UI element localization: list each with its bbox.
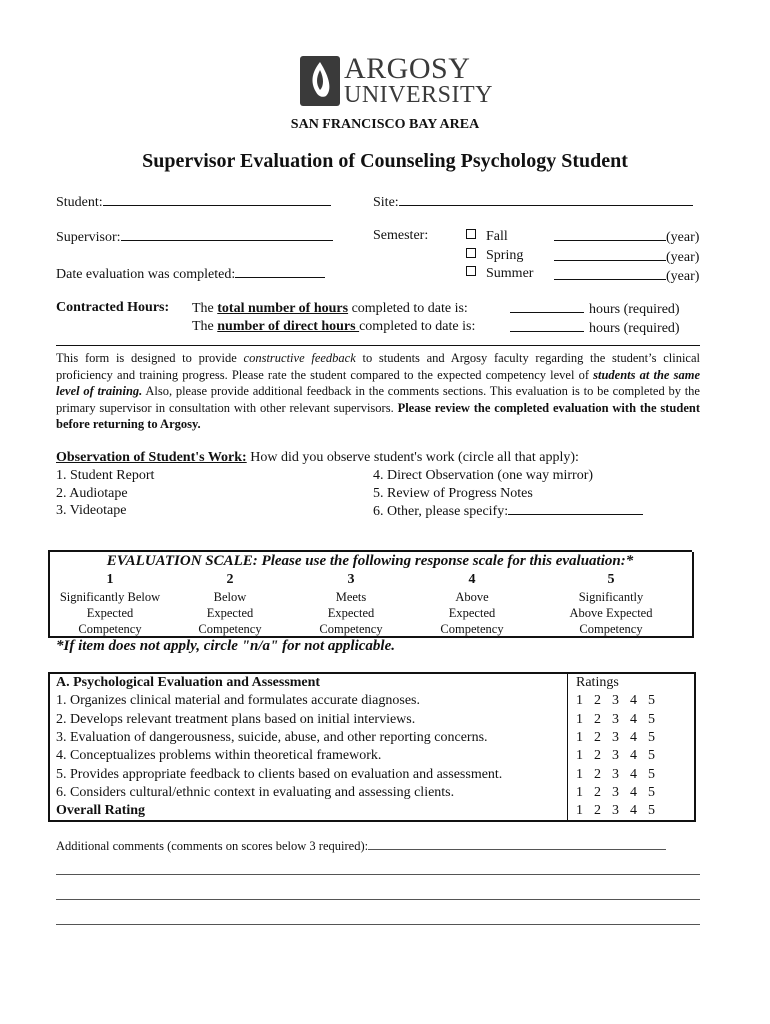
table-row: [49, 784, 695, 802]
rating-scale[interactable]: 1 2 3 4 5: [568, 784, 696, 802]
supervisor-line[interactable]: [121, 228, 333, 241]
item-text: 4. Conceptualizes problems within theoretical framework.: [56, 748, 382, 764]
supervisor-label: Supervisor:: [56, 230, 121, 245]
comment-line[interactable]: [56, 924, 700, 925]
overall-rating-label: Overall Rating: [56, 803, 146, 819]
semester-option-fall[interactable]: Fall: [466, 228, 533, 247]
additional-comments[interactable]: [56, 837, 666, 854]
observation-option[interactable]: 4. Direct Observation (one way mirror): [373, 468, 594, 483]
student-line[interactable]: [103, 193, 331, 206]
student-label: Student:: [56, 195, 103, 210]
hours-answers: [510, 300, 680, 337]
year-fall[interactable]: (year): [554, 228, 699, 248]
page-title: Supervisor Evaluation of Counseling Psychology Student: [142, 150, 628, 172]
observation-option[interactable]: 1. Student Report: [56, 468, 155, 483]
checkbox-icon[interactable]: [466, 248, 476, 258]
item-text: 3. Evaluation of dangerousness, suicide, abuse, and other reporting concerns.: [56, 730, 488, 746]
item-text: 5. Provides appropriate feedback to clients based on evaluation and assessment.: [56, 766, 503, 782]
semester-option-summer[interactable]: Summer: [466, 265, 533, 284]
scale-heading: EVALUATION SCALE: Please use the following response scale for this evaluation:*: [106, 553, 634, 569]
observation-heading-row: [56, 450, 579, 466]
checkbox-icon[interactable]: [466, 266, 476, 276]
site-label: Site:: [373, 195, 399, 210]
direct-hours-row: The number of direct hours completed to date is:: [192, 318, 476, 334]
rating-scale[interactable]: 1 2 3 4 5: [568, 765, 696, 783]
date-completed-field[interactable]: [56, 265, 325, 283]
comment-line[interactable]: [56, 899, 700, 900]
year-summer[interactable]: (year): [554, 267, 699, 287]
divider: [56, 345, 700, 346]
rating-scale[interactable]: 1 2 3 4 5: [568, 692, 696, 710]
overall-rating-row: [49, 802, 695, 821]
table-row: [49, 747, 695, 765]
observation-option[interactable]: 2. Audiotape: [56, 485, 128, 501]
observation-option[interactable]: 3. Videotape: [56, 503, 127, 519]
direct-hours-answer[interactable]: hours (required): [510, 319, 680, 338]
observation-right-list: [373, 467, 643, 521]
contracted-hours-rows: [192, 300, 475, 335]
ratings-header: Ratings: [568, 673, 696, 692]
scale-item-4: 4 Above Expected Competency: [440, 572, 504, 636]
table-row: [49, 692, 695, 710]
supervisor-field[interactable]: [56, 228, 333, 246]
comment-line[interactable]: [56, 874, 700, 875]
student-field[interactable]: [56, 193, 331, 211]
site-line[interactable]: [399, 193, 693, 206]
semester-option-spring[interactable]: Spring: [466, 247, 533, 266]
section-a-title: A. Psychological Evaluation and Assessment: [56, 675, 321, 691]
checkbox-icon[interactable]: [466, 229, 476, 239]
scale-item-5: 5 Significantly Above Expected Competency: [569, 572, 653, 636]
item-text: 2. Develops relevant treatment plans based on initial interviews.: [56, 711, 416, 727]
logo-word-university: UNIVERSITY: [344, 82, 493, 108]
rating-scale[interactable]: 1 2 3 4 5: [568, 747, 696, 765]
observation-heading: Observation of Student's Work:: [56, 450, 247, 465]
region-heading: SAN FRANCISCO BAY AREA: [290, 117, 480, 132]
scale-item-2: 2 Below Expected Competency: [198, 572, 262, 636]
total-hours-row: The total number of hours completed to date is:: [192, 301, 468, 316]
semester-years: [554, 228, 699, 287]
table-header-row: [49, 673, 695, 692]
scale-item-3: 3 Meets Expected Competency: [319, 572, 383, 636]
date-completed-label: Date evaluation was completed:: [56, 267, 236, 282]
flame-emblem-icon: [298, 54, 342, 108]
rating-scale[interactable]: 1 2 3 4 5: [568, 729, 696, 747]
date-completed-line[interactable]: [235, 265, 325, 278]
item-text: 1. Organizes clinical material and formulates accurate diagnoses.: [56, 693, 420, 709]
table-row: [49, 765, 695, 783]
contracted-hours-label: Contracted Hours:: [56, 300, 170, 315]
rating-scale[interactable]: 1 2 3 4 5: [568, 711, 696, 729]
observation-option[interactable]: 5. Review of Progress Notes: [373, 485, 533, 501]
rating-scale[interactable]: 1 2 3 4 5: [568, 802, 696, 821]
argosy-logo: [298, 52, 493, 108]
observation-option-other[interactable]: 6. Other, please specify:: [373, 502, 643, 521]
logo-word-argosy: ARGOSY: [344, 52, 471, 85]
intro-paragraph: This form is designed to provide constructive feedback to students and Argosy faculty regarding the student’s clinical proficiency and training progress. Please rate the student compared to the expected competency level of students at the same level of training. Also, please provide additional feedback in the comments sections. This evaluation is to be completed by the primary supervisor in consultation with other relevant supervisors. Please review the completed evaluation with the student before returning to Argosy.: [56, 351, 700, 431]
comments-line[interactable]: [368, 837, 666, 850]
total-hours-answer[interactable]: hours (required): [510, 300, 680, 319]
site-field[interactable]: [373, 193, 693, 211]
comments-label: Additional comments (comments on scores below 3 required):: [56, 839, 369, 853]
section-a-table: [48, 672, 696, 822]
item-text: 6. Considers cultural/ethnic context in evaluating and assessing clients.: [56, 784, 455, 800]
semester-label: Semester:: [373, 228, 429, 243]
scale-item-1: 1 Significantly Below Expected Competency: [59, 572, 161, 636]
observation-question: How did you observe student's work (circle all that apply):: [246, 450, 579, 465]
year-spring[interactable]: (year): [554, 248, 699, 268]
table-row: [49, 729, 695, 747]
observation-left-list: [56, 467, 154, 520]
not-applicable-note: *If item does not apply, circle "n/a" for not applicable.: [56, 638, 395, 654]
semester-options: [466, 228, 533, 284]
table-row: [49, 711, 695, 729]
